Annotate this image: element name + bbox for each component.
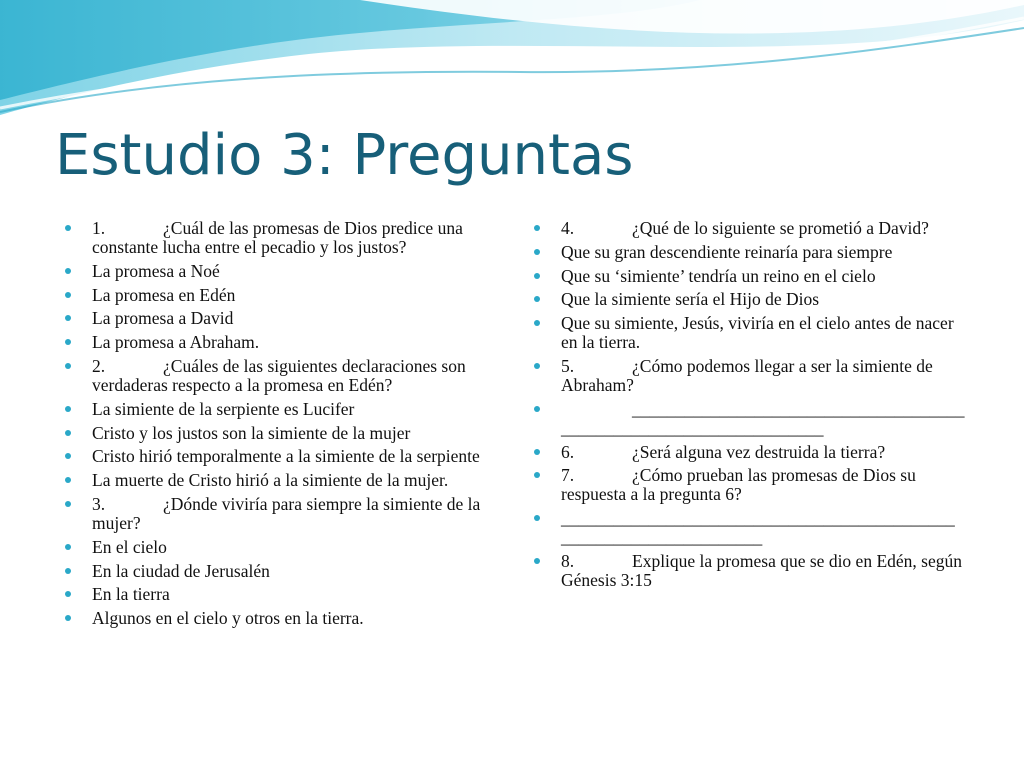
answer-option: Que su ‘simiente’ tendría un reino en el cielo: [561, 265, 876, 286]
question-text: ¿Cómo podemos llegar a ser la simiente de Abraham?: [561, 355, 933, 395]
answer-blank-line: ______________________________________: [632, 398, 965, 419]
list-item: [62, 262, 496, 281]
question-number: 7.: [561, 465, 575, 486]
list-item: [62, 286, 496, 305]
list-item: [531, 290, 967, 309]
answer-option: En la tierra: [92, 584, 170, 605]
question-text: ¿Cómo prueban las promesas de Dios su respuesta a la pregunta 6?: [561, 465, 916, 505]
list-item: [62, 609, 496, 628]
list-item: [531, 357, 967, 395]
answer-option: Que la simiente sería el Hijo de Dios: [561, 289, 820, 310]
answer-option: Que su simiente, Jesús, viviría en el cielo antes de nacer en la tierra.: [561, 313, 954, 353]
question-number: 5.: [561, 355, 575, 376]
list-item: [62, 562, 496, 581]
question-text: Explique la promesa que se dio en Edén, según Génesis 3:15: [561, 550, 962, 590]
list-item: [62, 333, 496, 352]
list-item: [62, 471, 496, 490]
answer-option: La promesa a David: [92, 308, 234, 329]
list-item: [531, 552, 967, 590]
right-question-list: [531, 219, 967, 595]
answer-option: La promesa en Edén: [92, 284, 236, 305]
question-number: 6.: [561, 441, 575, 462]
answer-option: La simiente de la serpiente es Lucifer: [92, 398, 355, 419]
answer-option: Cristo hirió temporalmente a la simiente de la serpiente: [92, 446, 480, 467]
list-item: [531, 509, 967, 547]
answer-option: La muerte de Cristo hirió a la simiente de la mujer.: [92, 470, 449, 491]
left-question-list: [62, 219, 496, 633]
list-item: [531, 466, 967, 504]
list-item: [62, 309, 496, 328]
answer-blank-line: ______________________________: [561, 417, 824, 438]
question-text: ¿Cuál de las promesas de Dios predice una constante lucha entre el pecadio y los justos?: [92, 218, 463, 257]
header-wave-decoration: [0, 0, 1024, 120]
question-number: 4.: [561, 218, 575, 238]
question-text: ¿Será alguna vez destruida la tierra?: [632, 441, 886, 462]
list-item: [62, 447, 496, 466]
answer-blank-line: _____________________________________________: [561, 508, 955, 529]
list-item: [531, 243, 967, 262]
list-item: [531, 400, 967, 438]
slide-title: Estudio 3: Preguntas: [55, 123, 634, 188]
list-item: [62, 585, 496, 604]
list-item: [62, 400, 496, 419]
list-item: [531, 267, 967, 286]
list-item: [62, 357, 496, 395]
list-item: [62, 495, 496, 533]
question-text: ¿Dónde viviría para siempre la simiente de la mujer?: [92, 493, 481, 533]
list-item: [531, 219, 967, 238]
answer-option: Que su gran descendiente reinaría para siempre: [561, 241, 893, 262]
answer-option: Algunos en el cielo y otros en la tierra.: [92, 608, 364, 629]
list-item: [531, 443, 967, 462]
question-number: 8.: [561, 550, 575, 571]
answer-option: En la ciudad de Jerusalén: [92, 560, 270, 581]
answer-blank-line: _______________________: [561, 527, 763, 548]
list-item: [62, 538, 496, 557]
question-text: ¿Cuáles de las siguientes declaraciones son verdaderas respecto a la promesa en Edén?: [92, 355, 466, 395]
question-text: ¿Qué de lo siguiente se prometió a David?: [632, 218, 929, 238]
answer-option: La promesa a Abraham.: [92, 332, 260, 353]
answer-option: En el cielo: [92, 536, 167, 557]
list-item: [62, 219, 496, 257]
answer-option: La promesa a Noé: [92, 260, 220, 281]
question-number: 2.: [92, 355, 106, 376]
question-number: 3.: [92, 493, 106, 514]
list-item: [62, 424, 496, 443]
question-number: 1.: [92, 218, 106, 238]
answer-option: Cristo y los justos son la simiente de la mujer: [92, 422, 411, 443]
list-item: [531, 314, 967, 352]
